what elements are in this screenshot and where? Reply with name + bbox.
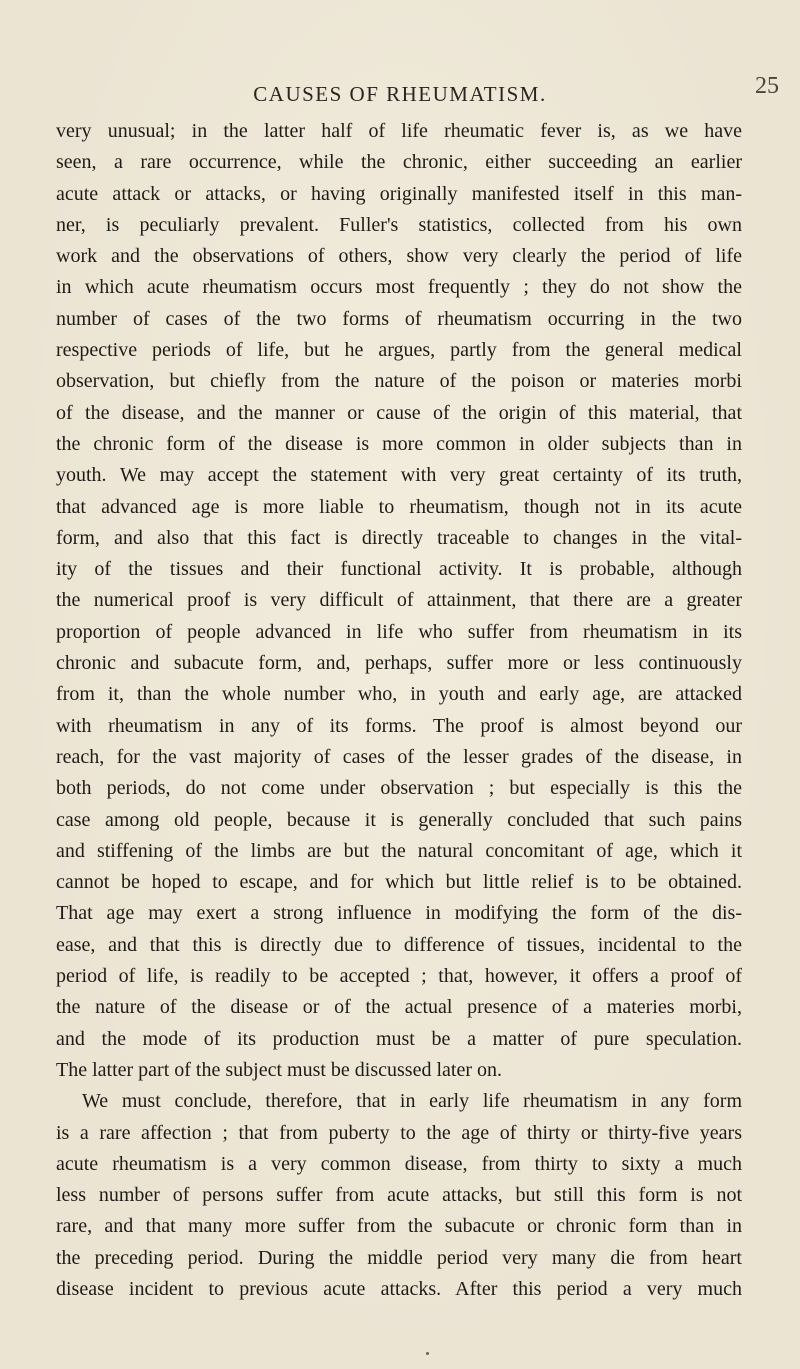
text-line: reach, for the vast majority of cases of the lesser grades of the disease, in <box>56 745 742 768</box>
text-line: observation, but chiefly from the nature of the poison or materies morbi <box>56 370 742 393</box>
text-line: form, and also that this fact is directly traceable to changes in the vital- <box>56 526 742 549</box>
text-line: rare, and that many more suffer from the subacute or chronic form than in <box>56 1215 742 1238</box>
text-line: work and the observations of others, show very clearly the period of life <box>56 245 742 268</box>
text-line: case among old people, because it is generally concluded that such pains <box>56 808 742 831</box>
text-line: with rheumatism in any of its forms. The proof is almost beyond our <box>56 714 742 737</box>
text-line: the numerical proof is very difficult of attainment, that there are a greater <box>56 589 742 612</box>
text-line: less number of persons suffer from acute attacks, but still this form is not <box>56 1184 742 1207</box>
text-line: of the disease, and the manner or cause of the origin of this material, that <box>56 401 742 424</box>
text-line: The latter part of the subject must be discussed later on. <box>56 1058 502 1081</box>
text-line: very unusual; in the latter half of life rheumatic fever is, as we have <box>56 120 742 142</box>
text-line: from it, than the whole number who, in youth and early age, are attacked <box>56 683 742 706</box>
page-number: 25 <box>755 73 779 99</box>
text-line: is a rare affection ; that from puberty to the age of thirty or thirty-five years <box>56 1121 742 1144</box>
text-line: respective periods of life, but he argues, partly from the general medical <box>56 339 742 362</box>
text-line: seen, a rare occurrence, while the chronic, either succeeding an earlier <box>56 151 742 174</box>
text-line: cannot be hoped to escape, and for which but little relief is to be obtained. <box>56 871 742 894</box>
text-line: ner, is peculiarly prevalent. Fuller's statistics, collected from his own <box>56 213 742 236</box>
text-line: the chronic form of the disease is more common in older subjects than in <box>56 432 742 455</box>
text-line: ease, and that this is directly due to difference of tissues, incidental to the <box>56 933 742 956</box>
text-line: chronic and subacute form, and, perhaps, suffer more or less continuously <box>56 652 742 675</box>
text-line: the nature of the disease or of the actual presence of a materies morbi, <box>56 996 742 1019</box>
text-line: ity of the tissues and their functional activity. It is probable, although <box>56 558 742 581</box>
text-line: That age may exert a strong influence in modifying the form of the dis- <box>56 902 742 925</box>
text-line: proportion of people advanced in life who suffer from rheumatism in its <box>56 620 742 643</box>
text-line: and the mode of its production must be a matter of pure speculation. <box>56 1027 742 1050</box>
text-line: and stiffening of the limbs are but the natural concomitant of age, which it <box>56 839 742 862</box>
text-line: acute rheumatism is a very common disease, from thirty to sixty a much <box>56 1152 742 1175</box>
body-text <box>56 116 742 1305</box>
text-line: We must conclude, therefore, that in early life rheumatism in any form <box>82 1090 742 1113</box>
text-line: disease incident to previous acute attacks. After this period a very much <box>56 1277 742 1300</box>
running-head: CAUSES OF RHEUMATISM. <box>253 82 547 106</box>
text-line: that advanced age is more liable to rheumatism, though not in its acute <box>56 495 742 518</box>
text-line: number of cases of the two forms of rheumatism occurring in the two <box>56 307 742 330</box>
text-line: both periods, do not come under observation ; but especially is this the <box>56 777 742 800</box>
text-line: youth. We may accept the statement with very great certainty of its truth, <box>56 464 742 487</box>
text-line: in which acute rheumatism occurs most frequently ; they do not show the <box>56 276 742 299</box>
ink-speck <box>426 1352 429 1355</box>
text-line: period of life, is readily to be accepted ; that, however, it offers a proof of <box>56 965 742 988</box>
text-line: acute attack or attacks, or having originally manifested itself in this man- <box>56 182 742 205</box>
text-line: the preceding period. During the middle period very many die from heart <box>56 1246 742 1269</box>
